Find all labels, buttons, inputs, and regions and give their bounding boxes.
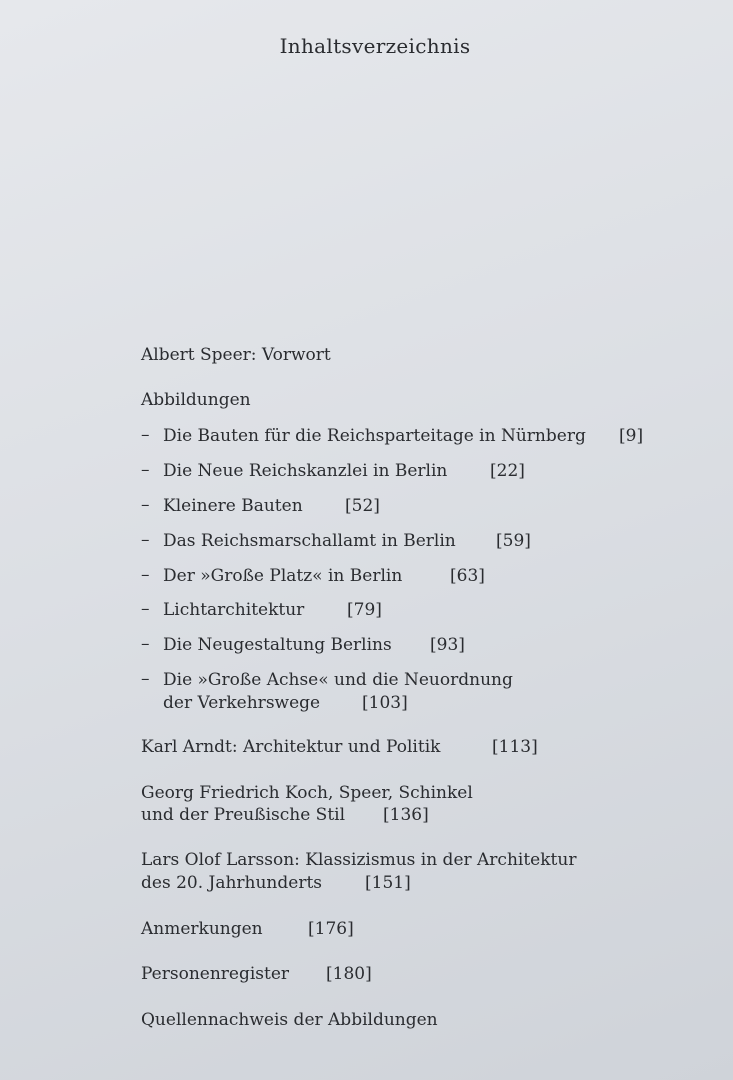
toc-item-page: [63] [450,566,485,586]
toc-essay-page: [180] [326,964,372,984]
toc-essay-page: [113] [492,737,538,757]
toc-item-label-continued: der Verkehrswege [163,693,321,713]
toc-essay-label: Lars Olof Larsson: Klassizismus in der Architektur [141,850,577,870]
list-dash: – [141,460,150,480]
list-dash: – [141,634,150,654]
toc-item-label: Die Neugestaltung Berlins [163,635,392,655]
toc-item-page: [59] [496,531,531,551]
list-dash: – [141,669,150,689]
toc-essay-page: [151] [365,873,411,893]
list-dash: – [141,565,150,585]
toc-item-label: Der »Große Platz« in Berlin [163,566,403,586]
list-dash: – [141,530,150,550]
toc-item-label: Lichtarchitektur [163,600,305,620]
toc-item-page: [52] [345,496,380,516]
toc-essay-label: Karl Arndt: Architektur und Politik [141,737,441,757]
toc-essay-label: Anmerkungen [141,919,263,939]
toc-essay-page: [176] [308,919,354,939]
toc-item-page: [79] [347,600,382,620]
toc-essay-label: Quellennachweis der Abbildungen [141,1010,438,1030]
list-dash: – [141,599,150,619]
toc-item-label: Die Neue Reichskanzlei in Berlin [163,461,448,481]
toc-essay-label-continued: und der Preußische Stil [141,805,346,825]
toc-item-page: [22] [490,461,525,481]
toc-essay-label: Personenregister [141,964,290,984]
list-dash: – [141,425,150,445]
toc-essay-label: Georg Friedrich Koch, Speer, Schinkel [141,783,473,803]
toc-entry-vorwort: Albert Speer: Vorwort [141,345,331,365]
toc-item-page: [9] [619,426,644,446]
toc-item-label: Kleinere Bauten [163,496,303,516]
toc-essay-page: [136] [383,805,429,825]
toc-item-label: Das Reichsmarschallamt in Berlin [163,531,456,551]
toc-item-label: Die Bauten für die Reichsparteitage in Nürnberg [163,426,586,446]
list-dash: – [141,495,150,515]
toc-item-page: [103] [362,693,408,713]
toc-item-label: Die »Große Achse« und die Neuordnung [163,670,513,690]
toc-item-page: [93] [430,635,465,655]
page-title: Inhaltsverzeichnis [279,34,471,58]
toc-section-abbildungen: Abbildungen [141,390,251,410]
toc-essay-label-continued: des 20. Jahrhunderts [141,873,323,893]
